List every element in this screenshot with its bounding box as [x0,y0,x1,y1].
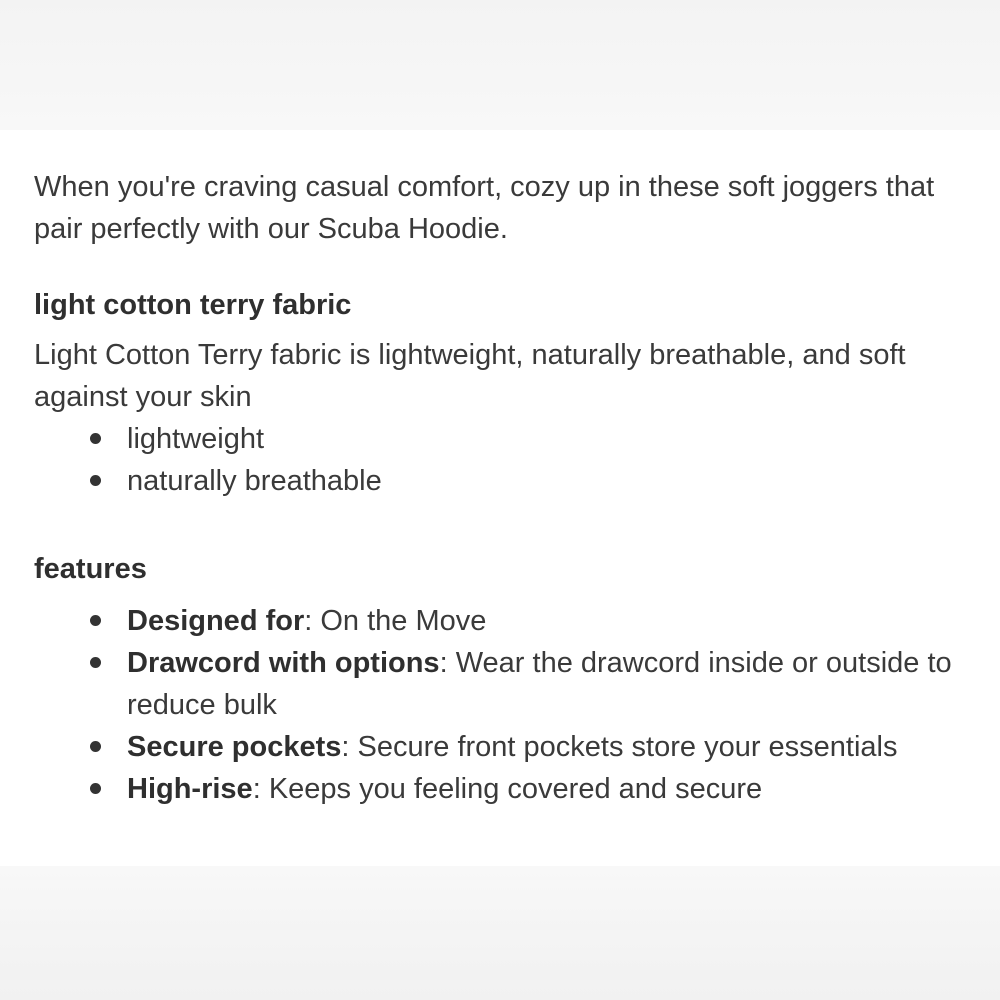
feature-item [127,726,969,768]
list-item-text: naturally breathable [127,465,382,497]
feature-text: Secure front pockets store your essentials [357,731,898,763]
feature-separator: : [439,647,456,679]
feature-item [127,642,969,726]
list-item-text: lightweight [127,423,265,455]
feature-separator: : [252,773,269,805]
feature-item [127,600,969,642]
feature-label: Secure pockets [127,731,342,763]
feature-text: Wear the drawcord inside or outside to reduce bulk [127,647,952,721]
bullet-icon [90,615,101,626]
feature-text: On the Move [320,605,487,637]
bullet-icon [90,475,101,486]
list-item [127,418,969,460]
top-background-band [0,0,1000,130]
features-list [34,600,969,810]
product-description [34,166,969,810]
feature-label: Designed for [127,605,305,637]
feature-separator: : [304,605,321,637]
fabric-list [34,418,969,502]
bullet-icon [90,741,101,752]
bottom-background-band [0,866,1000,1000]
bullet-icon [90,657,101,668]
bullet-icon [90,783,101,794]
feature-separator: : [341,731,358,763]
intro-paragraph: When you're craving casual comfort, cozy up in these soft joggers that pair perfectly with our Scuba Hoodie. [34,171,935,245]
feature-label: High-rise [127,773,253,805]
fabric-description: Light Cotton Terry fabric is lightweight, naturally breathable, and soft against your skin [34,339,906,413]
fabric-heading: light cotton terry fabric [34,289,352,321]
feature-text: Keeps you feeling covered and secure [268,773,763,805]
features-heading: features [34,553,147,585]
list-item [127,460,969,502]
feature-label: Drawcord with options [127,647,440,679]
feature-item [127,768,969,810]
bullet-icon [90,433,101,444]
